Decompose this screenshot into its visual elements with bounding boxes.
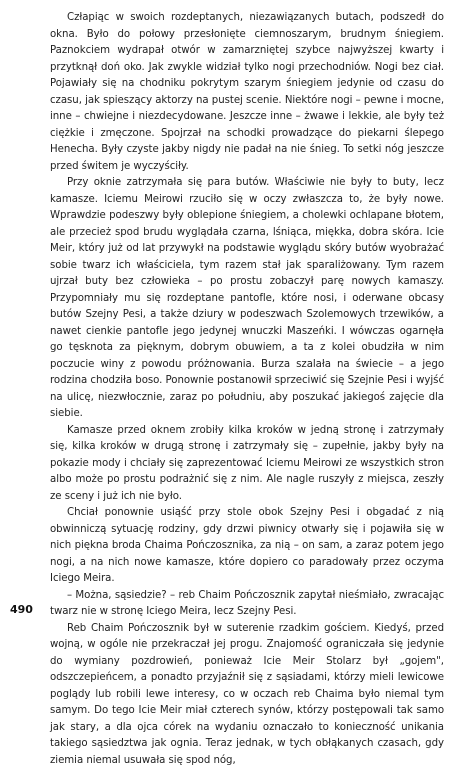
page-number: 490 bbox=[10, 603, 33, 616]
body-text bbox=[50, 10, 444, 769]
paragraph: Reb Chaim Pończosznik był w suterenie rzadkim gościem. Kiedyś, przed wojną, w ogóle nie przekraczał jej progu. Znajomość ograniczała się jedynie do wymiany pozdrowień, ponieważ Icie Meir Stolarz był „gojem", odszczepieńcem, a ponadto przyjaźnił się z sąsiadami, którzy mieli lewicowe poglądy lub robili lewe interesy, co w oczach reb Chaima było niemal tym samym. Do tego Icie Meir miał czterech synów, którzy postępowali tak samo jak stary, a dla ojca córek na wydaniu oznaczało to konieczność unikania takiego sąsiedztwa jak ognia. Teraz jednak, w tych obłąkanych czasach, gdy ziemia niemal usuwała się spod nóg, bbox=[50, 621, 444, 769]
paragraph: Człapiąc w swoich rozdeptanych, niezawiązanych butach, podszedł do okna. Było do połowy przesłonięte ciemnoszarym, brudnym śniegiem. Paznokciem wydrapał otwór w zamarzniętej szybce najwyższej kwarty i przytknął doń oko. Jak zwykle widział tylko nogi przechodniów. Nogi bez ciał. Pojawiały się na chodniku pokrytym szarym śniegiem jedynie od czasu do czasu, jak spieszący aktorzy na pustej scenie. Niektóre nogi – pewne i mocne, inne – chwiejne i niezdecydowane. Jeszcze inne – żwawe i lekkie, ale były też ciężkie i zmęczone. Spojrzał na schodki prowadzące do piekarni ślepego Henecha. Były czyste jakby nigdy nie padał na nie śnieg. To setki nóg jeszcze przed świtem je wyczyściły. bbox=[50, 10, 444, 175]
paragraph: Kamasze przed oknem zrobiły kilka kroków w jedną stronę i zatrzymały się, kilka kroków w drugą stronę i zatrzymały się – zupełnie, jakby były na pokazie mody i chciały się zaprezentować Iciemu Meirowi ze wszystkich stron albo może po prostu podrażnić się z nim. Ale nagle ruszyły z miejsca, zeszły ze sceny i już ich nie było. bbox=[50, 423, 444, 506]
paragraph: – Można, sąsiedzie? – reb Chaim Pończosznik zapytał nieśmiało, zwracając twarz nie w stronę Iciego Meira, lecz Szejny Pesi. bbox=[50, 588, 444, 621]
paragraph: Przy oknie zatrzymała się para butów. Właściwie nie były to buty, lecz kamasze. Iciemu Meirowi rzuciło się w oczy zwłaszcza to, że były nowe. Wprawdzie podeszwy były oblepione śniegiem, a cholewki ochlapane błotem, ale przecież spod brudu wyglądała czarna, lśniąca, miękka, dobra skóra. Icie Meir, który już od lat przywykł na podstawie wyglądu skóry butów wyobrażać sobie twarz ich właściciela, tym razem stał jak sparaliżowany. Tym razem ujrzał buty bez człowieka – po prostu zobaczył parę nowych kamaszy. Przypomniały mu się rozdeptane pantofle, które nosi, i oderwane obcasy butów Szejny Pesi, a także dziury w podeszwach Szolemowych trzewików, a nawet cienkie pantofle jego jedynej wnuczki Maszeńki. I wówczas ogarnęła go tęsknota za pięknym, dobrym obuwiem, a ta z kolei obudziła w nim poczucie winy z powodu próżnowania. Burza szalała na świecie – a jego rodzina chodziła boso. Ponownie postanowił sprzeciwić się Szejnie Pesi i wyjść na ulicę, niezwłocznie, zaraz po południu, aby poszukać jakiegoś zajęcie dla siebie. bbox=[50, 175, 444, 423]
paragraph: Chciał ponownie usiąść przy stole obok Szejny Pesi i obgadać z nią obwinniczą sytuację rodziny, gdy drzwi piwnicy otwarły się i pojawiła się w nich piękna broda Chaima Pończosznika, za nią – on sam, a zaraz potem jego nogi, a na nich nowe kamasze, które dopiero co paradowały przez oczyma Iciego Meira. bbox=[50, 505, 444, 588]
